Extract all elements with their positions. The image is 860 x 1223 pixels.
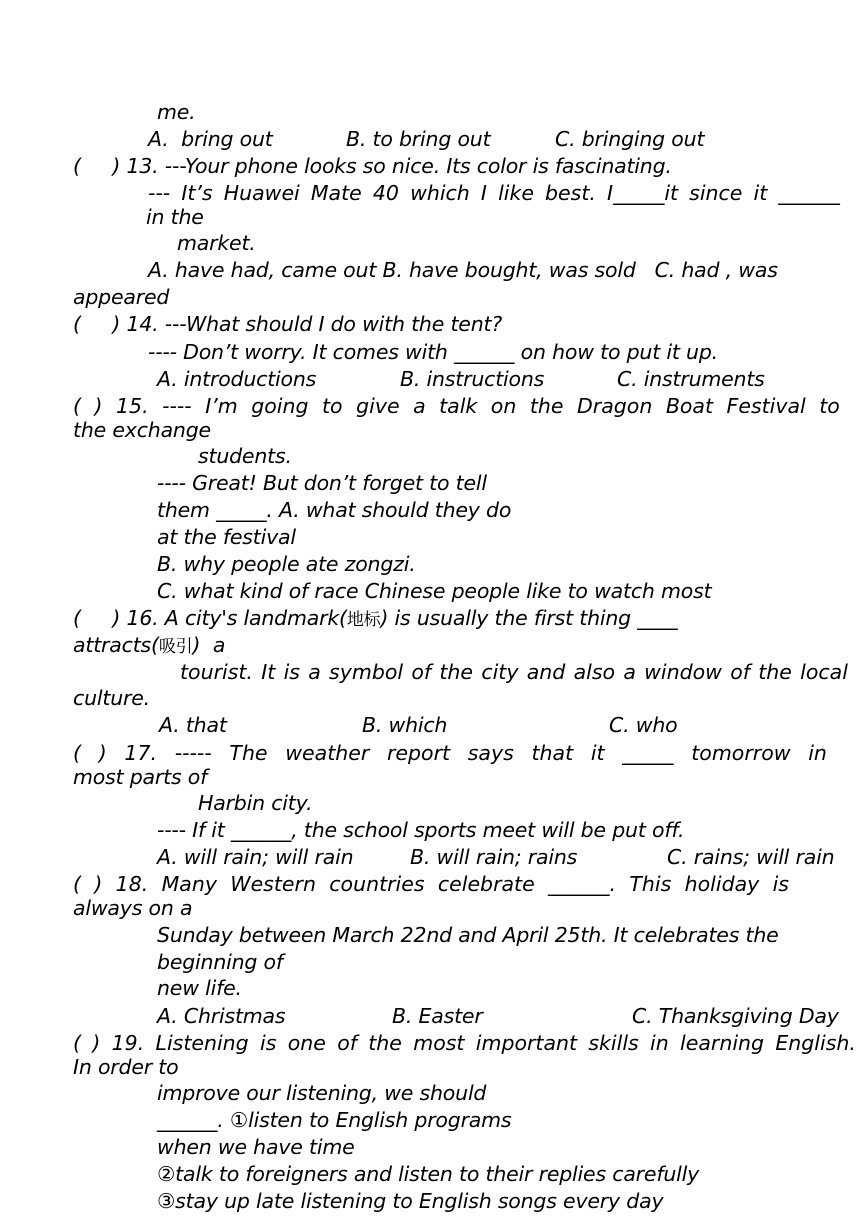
q16-continuation-start: attracts( [73, 633, 159, 657]
q19-question-word: important [475, 1031, 578, 1055]
q18-question-word: 18. [115, 872, 149, 896]
q19-question-word: the [368, 1031, 402, 1055]
q15-question-end: students. [198, 444, 292, 468]
q17-question-word: ( [73, 741, 81, 765]
q17-question-word: it [590, 741, 605, 765]
q18-sentence-end: new life. [157, 976, 242, 1000]
q18-sentence-continuation: beginning of [157, 950, 283, 974]
q16-question [73, 606, 678, 632]
q15-question-word: the [529, 394, 564, 418]
q19-question-end: improve our listening, we should [157, 1081, 487, 1105]
q17-question-word: report [386, 741, 451, 765]
q13-reply-line [148, 181, 840, 205]
q15-question-word: on [490, 394, 517, 418]
q18-option-b: B. Easter [392, 1004, 483, 1028]
q16-question-continuation [73, 633, 225, 659]
q17-question-word: ----- [174, 741, 212, 765]
q15-question-word: ) [94, 394, 103, 418]
q18-question-word: celebrate [437, 872, 535, 896]
q16-sentence-word: local [800, 660, 848, 684]
q15-question-continuation: the exchange [73, 418, 211, 442]
q18-sentence: Sunday between March 22nd and April 25th. It celebrates the [157, 923, 779, 947]
q12-question-continuation: me. [157, 100, 196, 124]
q19-question-word: of [337, 1031, 357, 1055]
q19-question-word: ( [73, 1031, 81, 1055]
q17-question-word: The [229, 741, 268, 765]
q14-question: ( ) 14. ---What should I do with the tent? [73, 312, 503, 336]
q18-question-word: ) [94, 872, 103, 896]
q19-question-word: ) [92, 1031, 101, 1055]
q14-option-c: C. instruments [617, 367, 765, 391]
q17-question-line [73, 741, 827, 765]
q15-question-line [73, 394, 840, 418]
q17-question-word: tomorrow [691, 741, 791, 765]
q13-reply-continuation: in the [146, 205, 204, 229]
q19-question-word: English. [775, 1031, 856, 1055]
q19-question-continuation: In order to [73, 1055, 179, 1079]
q19-option-1-continuation: when we have time [157, 1135, 355, 1159]
q13-reply-text-word: which [410, 181, 470, 205]
q19-question-word: in [650, 1031, 669, 1055]
q17-question-word: says [467, 741, 514, 765]
q13-reply-text-word: it [753, 181, 768, 205]
q15-question-word: going [251, 394, 309, 418]
q15-question-word: Boat [665, 394, 714, 418]
q12-option-b: B. to bring out [346, 127, 491, 151]
q18-question-word: This [629, 872, 672, 896]
q18-option-c: C. Thanksgiving Day [632, 1004, 839, 1028]
q15-question-word: 15. [116, 394, 149, 418]
q19-question-word: most [413, 1031, 465, 1055]
q16-sentence-word: city [481, 660, 519, 684]
q15-question-word: ( [73, 394, 81, 418]
q15-question-word: to [322, 394, 343, 418]
q13-options: A. have had, came out B. have bought, was sold C. had , was [148, 258, 778, 282]
q13-reply-text-word: 40 [372, 181, 399, 205]
q18-question-continuation: always on a [73, 896, 193, 920]
q16-question-end: ) is usually the first thing ____ [380, 606, 678, 630]
q17-option-a: A. will rain; will rain [157, 845, 354, 869]
q15-reply-continuation: them _____. A. what should they do [157, 498, 512, 522]
q16-option-a: A. that [159, 713, 227, 737]
q16-sentence-word: is [283, 660, 300, 684]
q13-reply-text-word: I [480, 181, 487, 205]
q13-reply-text-word: ______ [778, 181, 840, 205]
q15-option-b: B. why people ate zongzi. [157, 552, 416, 576]
q13-options-continuation: appeared [73, 285, 170, 309]
q19-question-word: is [260, 1031, 277, 1055]
q17-question-word: _____ [622, 741, 674, 765]
q13-reply-text-word: like [498, 181, 534, 205]
q17-question-word: that [531, 741, 574, 765]
q16-sentence-word: window [644, 660, 722, 684]
q18-option-a: A. Christmas [157, 1004, 286, 1028]
q13-reply-text-word: --- [148, 181, 171, 205]
q13-reply-text-word: Huawei [223, 181, 300, 205]
q19-question-word: 19. [111, 1031, 145, 1055]
q16-sentence-end: culture. [73, 686, 150, 710]
q16-chinese-gloss-landmark: 地标 [346, 610, 381, 630]
q13-reply-text-word: best. [545, 181, 596, 205]
q17-option-b: B. will rain; rains [410, 845, 578, 869]
q15-option-c: C. what kind of race Chinese people like to watch most [157, 579, 712, 603]
q18-question-word: Many [161, 872, 217, 896]
q18-question-line [73, 872, 789, 896]
q16-sentence-word: of [730, 660, 750, 684]
q13-reply-text-word: I_____it [607, 181, 679, 205]
q17-option-c: C. rains; will rain [667, 845, 835, 869]
q18-question-word: countries [329, 872, 425, 896]
q18-question-word: holiday [684, 872, 760, 896]
q15-option-a-continuation: at the festival [157, 525, 296, 549]
q13-question: ( ) 13. ---Your phone looks so nice. Its color is fascinating. [73, 154, 672, 178]
q13-reply-text-word: It’s [181, 181, 213, 205]
q17-question-end: Harbin city. [198, 791, 313, 815]
q14-option-a: A. introductions [157, 367, 317, 391]
q19-question-word: learning [680, 1031, 765, 1055]
q19-option-3: ③stay up late listening to English songs every day [157, 1189, 664, 1213]
q18-question-word: is [772, 872, 789, 896]
q13-reply-end: market. [177, 231, 256, 255]
q14-reply: ---- Don’t worry. It comes with ______ on how to put it up. [148, 340, 718, 364]
q17-reply: ---- If it ______, the school sports meet will be put off. [157, 818, 685, 842]
q17-question-word: ) [98, 741, 107, 765]
q16-sentence-word: and [526, 660, 566, 684]
q19-question-line [73, 1031, 856, 1055]
q16-sentence-word: a [623, 660, 636, 684]
q15-question-word: Festival [726, 394, 806, 418]
q16-sentence-word: symbol [329, 660, 404, 684]
q18-question-word: Western [230, 872, 316, 896]
q19-question-word: one [287, 1031, 326, 1055]
q13-reply-text-word: since [689, 181, 743, 205]
q19-option-2: ②talk to foreigners and listen to their replies carefully [157, 1162, 700, 1186]
q12-option-c: C. bringing out [555, 127, 705, 151]
q16-option-c: C. who [609, 713, 678, 737]
q12-option-a: A. bring out [148, 127, 273, 151]
q16-sentence-word: the [758, 660, 792, 684]
q17-question-word: weather [285, 741, 370, 765]
q19-option-1: ______. ①listen to English programs [157, 1108, 512, 1132]
q15-question-word: ---- [162, 394, 192, 418]
q16-continuation-end: ) a [192, 633, 226, 657]
q14-option-b: B. instructions [400, 367, 545, 391]
q15-question-word: to [819, 394, 840, 418]
q16-sentence-word: tourist. [180, 660, 253, 684]
q16-sentence-word: of [411, 660, 432, 684]
q16-question-start: ( ) 16. A city's landmark( [73, 606, 347, 630]
q17-question-word: in [808, 741, 827, 765]
q16-sentence-line [180, 660, 848, 684]
q16-chinese-gloss-attracts: 吸引 [158, 637, 193, 657]
q15-question-word: I’m [205, 394, 238, 418]
q15-reply: ---- Great! But don’t forget to tell [157, 471, 487, 495]
q17-question-continuation: most parts of [73, 765, 208, 789]
q18-question-word: ( [73, 872, 81, 896]
q17-question-word: 17. [124, 741, 158, 765]
q19-question-word: skills [588, 1031, 639, 1055]
q16-sentence-word: also [573, 660, 616, 684]
q16-sentence-word: a [308, 660, 321, 684]
q16-sentence-word: the [439, 660, 474, 684]
q15-question-word: give [356, 394, 400, 418]
q19-question-word: Listening [155, 1031, 249, 1055]
q15-question-word: a [413, 394, 426, 418]
q15-question-word: Dragon [577, 394, 653, 418]
q13-reply-text-word: Mate [310, 181, 362, 205]
q18-question-word: ______. [548, 872, 617, 896]
q15-question-word: talk [439, 394, 478, 418]
q16-sentence-word: It [261, 660, 276, 684]
q16-option-b: B. which [362, 713, 448, 737]
